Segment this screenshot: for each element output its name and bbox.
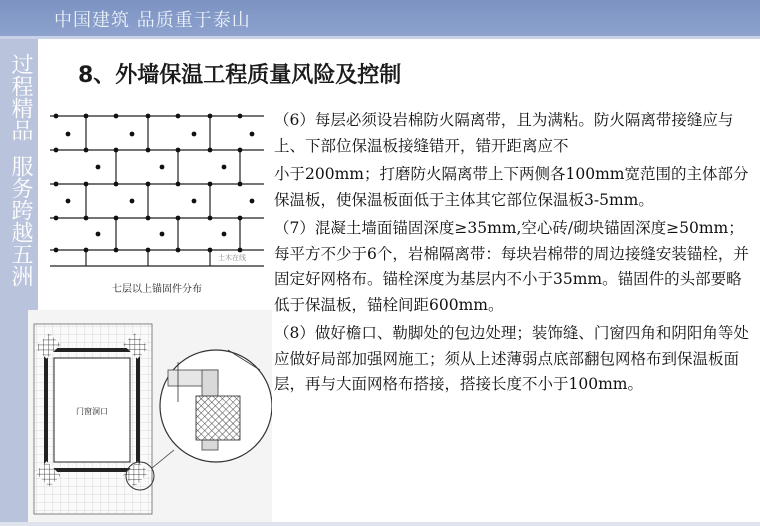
paragraph-6a: （6）每层必须设岩棉防火隔离带，且为满粘。防火隔离带接缝应与上、下部位保温板接缝错开，错开距离应不	[274, 111, 734, 155]
paragraph-7: （7）混凝土墙面锚固深度≥35mm,空心砖/砌块锚固深度≥50mm；每平方不少于6个，岩棉隔离带：每块岩棉带的周边接缝安装锚栓，并固定好网格布。锚栓深度为基层内不小于35mm。锚固件的头部要略低于保温板，锚栓间距600mm。	[274, 219, 749, 314]
header-title: 中国建筑 品质重于泰山	[54, 10, 251, 31]
sidebar-slogan-1: 过程精品	[8, 53, 33, 141]
body-text	[274, 108, 752, 401]
window-detail-diagram	[28, 310, 272, 522]
sidebar-slogan-2: 服务跨越五洲	[8, 155, 33, 287]
anchor-distribution-figure	[46, 98, 268, 300]
section-title: 8、外墙保温工程质量风险及控制	[78, 63, 402, 88]
paragraph-6b: 小于200mm；打磨防火隔离带上下两侧各100mm宽范围的主体部分保温板，使保温板面低于主体其它部位保温板3-5mm。	[274, 165, 749, 209]
detail-label: 门窗洞口	[76, 407, 108, 416]
watermark-text: 土木在线	[218, 254, 246, 262]
anchor-grid-diagram	[46, 98, 268, 300]
window-reinforcement-figure	[28, 310, 272, 522]
anchor-figure-caption: 七层以上锚固件分布	[112, 284, 202, 295]
header-bar	[0, 0, 760, 36]
paragraph-8: （8）做好檐口、勒脚处的包边处理；装饰缝、门窗四角和阴阳角等处应做好局部加强网施工；须从上述薄弱点底部翻包网格布到保温板面层，再与大面网格布搭接，搭接长度不小于100mm。	[274, 324, 749, 393]
